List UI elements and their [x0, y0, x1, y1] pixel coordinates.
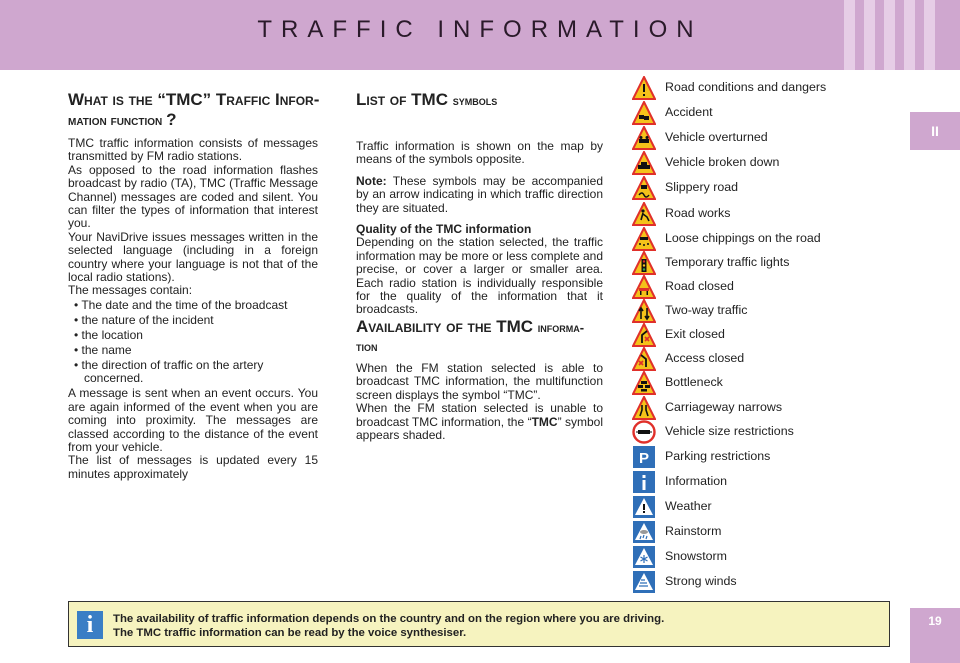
- weather-icon: [632, 495, 656, 519]
- section-title-availability: Availability of the TMC informa- tion: [356, 317, 585, 354]
- column-availability: [356, 362, 603, 442]
- info-note-box: [68, 601, 890, 647]
- paragraph: Traffic information is shown on the map by means of the symbols opposite.: [356, 139, 603, 167]
- symbol-row: [632, 251, 892, 275]
- symbol-row: [632, 520, 892, 544]
- svg-text:P: P: [638, 450, 650, 467]
- symbol-label: Road works: [665, 206, 731, 220]
- symbol-row: [632, 76, 892, 100]
- paragraph: When the FM station selected is able to broadcast TMC information, the multifunction screen displays the symbol “TMC”.: [356, 361, 603, 402]
- two-way-traffic-icon: [632, 299, 656, 323]
- paragraph: Your NaviDrive issues messages written in the selected language (including in a foreign country where your language is not that of the local radio stations).: [68, 229, 318, 285]
- exit-closed-icon: [632, 323, 656, 347]
- vehicle-size-restriction-icon: [632, 420, 656, 444]
- vehicle-overturned-icon: [632, 126, 656, 150]
- note-paragraph: Note: These symbols may be accompanied by an arrow indicating in which traffic direction they are situated.: [356, 173, 603, 215]
- road-closed-icon: [632, 275, 656, 299]
- symbol-label: Bottleneck: [665, 375, 723, 389]
- information-icon: [632, 470, 656, 494]
- symbol-row: [632, 470, 892, 494]
- column-what-is-tmc: [68, 137, 318, 481]
- symbol-label: Snowstorm: [665, 549, 727, 563]
- paragraph: Depending on the station selected, the traffic information may be more or less complete and precise, or cover a larger or smaller area. Each radio station is individually responsible for the quality of the information that it broadcasts.: [356, 235, 603, 317]
- symbol-label: Exit closed: [665, 327, 725, 341]
- parking-restriction-icon: [632, 445, 656, 469]
- paragraph: TMC traffic information consists of messages transmitted by FM radio stations.: [68, 136, 318, 164]
- symbol-row: [632, 545, 892, 569]
- column-symbols-info: [356, 140, 603, 317]
- snowstorm-icon: [632, 545, 656, 569]
- symbol-label: Carriageway narrows: [665, 400, 783, 414]
- symbol-label: Parking restrictions: [665, 449, 771, 463]
- symbol-label: Information: [665, 474, 727, 488]
- symbol-row: [632, 299, 892, 323]
- symbol-label: Two-way traffic: [665, 303, 748, 317]
- symbol-row: [632, 445, 892, 469]
- symbol-row: [632, 420, 892, 444]
- warning-triangle-icon: [632, 76, 656, 100]
- symbol-label: Road closed: [665, 279, 734, 293]
- list-item: • the direction of traffic on the artery concerned.: [74, 359, 318, 386]
- paragraph: The messages contain:: [68, 283, 193, 298]
- list-item: • the nature of the incident: [74, 314, 318, 327]
- slippery-road-icon: [632, 176, 656, 200]
- symbol-row: [632, 275, 892, 299]
- symbol-label: Rainstorm: [665, 524, 722, 538]
- symbol-row: [632, 101, 892, 125]
- symbol-label: Strong winds: [665, 574, 737, 588]
- message-contents-list: [74, 299, 318, 386]
- symbol-label: Accident: [665, 105, 713, 119]
- road-works-icon: [632, 202, 656, 226]
- list-item: • The date and the time of the broadcast: [74, 299, 318, 312]
- symbol-label: Temporary traffic lights: [665, 255, 790, 269]
- carriageway-narrows-icon: [632, 396, 656, 420]
- symbol-row: [632, 396, 892, 420]
- symbol-row: [632, 126, 892, 150]
- symbol-row: [632, 176, 892, 200]
- symbol-row: [632, 570, 892, 594]
- symbol-label: Road conditions and dangers: [665, 80, 827, 94]
- symbol-label: Vehicle overturned: [665, 130, 768, 144]
- symbol-row: [632, 371, 892, 395]
- info-icon: i: [77, 611, 103, 639]
- section-title-what-is-tmc: What is the “TMC” Traffic Infor- mation function ?: [68, 90, 320, 129]
- page-title: TRAFFIC INFORMATION: [257, 16, 703, 43]
- page-header: [0, 0, 960, 70]
- quality-title: Quality of the TMC information: [356, 222, 532, 237]
- symbol-label: Slippery road: [665, 180, 739, 194]
- paragraph: When the FM station selected is unable to broadcast TMC information, the “TMC” symbol appears shaded.: [356, 401, 603, 443]
- symbol-label: Weather: [665, 499, 712, 513]
- bottleneck-icon: [632, 371, 656, 395]
- paragraph: As opposed to the road information flashes broadcast by radio (TA), TMC (Traffic Message Channel) messages are coded and silent. You can filter the types of information that interest you.: [68, 162, 318, 231]
- accident-icon: [632, 101, 656, 125]
- vehicle-broken-down-icon: [632, 151, 656, 175]
- list-item: • the location: [74, 329, 318, 342]
- symbol-row: [632, 202, 892, 226]
- access-closed-icon: [632, 347, 656, 371]
- list-item: • the name: [74, 344, 318, 357]
- symbol-label: Vehicle size restrictions: [665, 424, 794, 438]
- symbol-label: Vehicle broken down: [665, 155, 780, 169]
- section-title-list-of-symbols: List of TMC symbols: [356, 90, 498, 109]
- page-number: 19: [910, 608, 960, 663]
- symbol-label: Loose chippings on the road: [665, 231, 821, 245]
- symbol-row: [632, 323, 892, 347]
- paragraph: The list of messages is updated every 15 minutes approximately: [68, 453, 318, 481]
- symbol-row: [632, 495, 892, 519]
- symbol-label: Access closed: [665, 351, 745, 365]
- note-text: The availability of traffic information depends on the country and on the region where you are driving. The TMC traffic information can be read by the voice synthesiser.: [113, 613, 665, 639]
- chapter-tab: II: [910, 112, 960, 150]
- rainstorm-icon: [632, 520, 656, 544]
- traffic-lights-icon: [632, 251, 656, 275]
- symbol-row: [632, 227, 892, 251]
- paragraph: A message is sent when an event occurs. You are again informed of the event when you are coming into proximity. The messages are classed according to the distance of the event from your vehicle.: [68, 386, 318, 454]
- strong-winds-icon: [632, 570, 656, 594]
- symbol-row: [632, 347, 892, 371]
- symbol-row: [632, 151, 892, 175]
- loose-chippings-icon: [632, 227, 656, 251]
